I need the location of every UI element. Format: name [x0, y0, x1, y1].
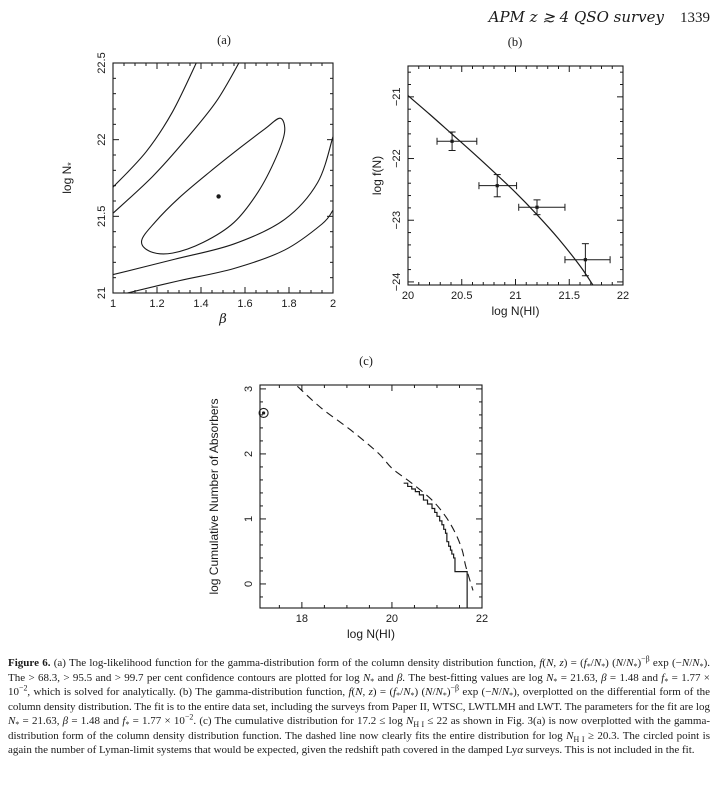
svg-text:18: 18	[295, 613, 309, 625]
svg-text:2: 2	[243, 450, 255, 457]
svg-text:−24: −24	[391, 272, 403, 292]
confidence-contour-68.3	[142, 118, 285, 254]
svg-text:1: 1	[109, 298, 117, 310]
panel-label-a: (a)	[217, 33, 231, 47]
y-axis-label	[370, 156, 384, 195]
best-fit-point	[216, 194, 220, 198]
svg-text:20: 20	[401, 290, 415, 302]
loglikelihood-contour-chart	[30, 28, 360, 328]
errorbar-point	[479, 175, 517, 197]
svg-text:2: 2	[329, 298, 337, 310]
panel-label-c: (c)	[359, 354, 373, 368]
svg-text:1.8: 1.8	[281, 298, 297, 310]
svg-text:21: 21	[509, 290, 522, 302]
confidence-contour-95.5	[113, 137, 333, 275]
svg-text:1.6: 1.6	[237, 298, 253, 310]
figure-caption: Figure 6. (a) The log-likelihood function for the gamma-distribution form of the column density distribution function, f(N, $z) = (f_*/N_*)$ $(N/N_*)^{-\beta}$ $\exp (-N/N_*)$. The > 68.3, > 95.5 and > 99.7 per cent confidence contours are plotted for $\log N_*$ and β. The best-fitting values are $\log N_* = 21.63$, β = 1.48 and $f_* = 1.77 \times 10^{-2}$, which is solved for analytically. (b) The gamma-distribution function, f(N, $z) = (f_*/N_*)$ $(N/N_*)^{-\beta}$ $\exp (-N/N_*)$, overplotted on the differential form of the column density distribution. The fit is to the entire data set, including the surveys from Paper II, WTSC, LWTLMH and LWT. The parameters for the fit are $\log N_* = 21.63$, β = 1.48 and $f_* = 1.77 \times 10^{-2}$. (c) The cumulative distribution for $17.2 \le \log N_{H I} \le 22$ as shown in Fig. 3(a) is now overplotted with the gamma-distribution form of the column density distribution function. The dashed line now clearly fits the entire distribution for $\log N_{H I} \ge 20.3$. The circled point is again the number of Lyman-limit systems that would be expected, given the redshift path covered in the damped Lyα surveys. This is not included in the fit.	[8, 654, 711, 756]
y-axis-label	[207, 398, 221, 594]
svg-text:22: 22	[96, 133, 108, 146]
cumulative-step-curve	[404, 483, 467, 608]
cumulative-distribution-chart	[195, 350, 525, 650]
svg-text:21: 21	[96, 286, 108, 300]
tick-labels	[96, 52, 336, 310]
svg-text:20: 20	[385, 613, 399, 625]
confidence-contour-99.7	[113, 60, 198, 187]
axis-ticks	[408, 66, 623, 285]
running-head	[489, 8, 710, 27]
svg-text:log Cumulative Number of Absor: log Cumulative Number of Absorbers	[207, 398, 221, 595]
plot-area	[113, 60, 333, 293]
axes-frame	[408, 66, 623, 285]
svg-text:1.2: 1.2	[149, 298, 165, 310]
svg-text:1: 1	[243, 515, 255, 522]
axes-frame	[260, 385, 482, 608]
x-axis-label: log N(HI)	[346, 627, 396, 641]
gamma-model-dashed-curve	[297, 386, 473, 590]
svg-text:3: 3	[243, 385, 255, 392]
axes-frame	[113, 63, 333, 293]
axis-ticks	[113, 63, 333, 293]
svg-text:0: 0	[243, 580, 255, 588]
svg-text:−22: −22	[391, 149, 403, 168]
svg-text:22.5: 22.5	[96, 52, 108, 74]
svg-text:22: 22	[475, 613, 489, 625]
svg-text:22: 22	[616, 290, 630, 302]
tick-labels	[391, 88, 629, 302]
errorbar-point	[437, 132, 477, 151]
panel-label-b: (b)	[507, 35, 523, 49]
y-axis-label	[60, 162, 76, 194]
svg-text:−23: −23	[391, 210, 403, 230]
svg-text:log f(N): log f(N)	[370, 155, 384, 196]
tick-labels	[243, 386, 488, 625]
plot-area	[297, 386, 473, 608]
confidence-contour-99.7	[127, 210, 333, 293]
axis-ticks	[260, 385, 482, 608]
confidence-contour-95.5	[113, 60, 241, 213]
svg-text:−21: −21	[391, 87, 403, 107]
svg-text:log N*: $\log N_*$	[60, 162, 76, 194]
running-head-title: APM z ≳ 4 QSO survey	[488, 8, 664, 26]
svg-text:1.4: 1.4	[193, 298, 209, 310]
svg-text:20.5: 20.5	[451, 290, 473, 302]
x-axis-label: log N(HI)	[491, 304, 540, 318]
svg-text:21.5: 21.5	[558, 290, 580, 302]
errorbar-point	[565, 244, 610, 276]
x-axis-label: β	[219, 312, 227, 327]
page-number: 1339	[680, 10, 710, 26]
column-density-fit-chart	[370, 28, 705, 328]
data-points	[437, 132, 610, 276]
svg-text:21.5: 21.5	[96, 205, 108, 228]
